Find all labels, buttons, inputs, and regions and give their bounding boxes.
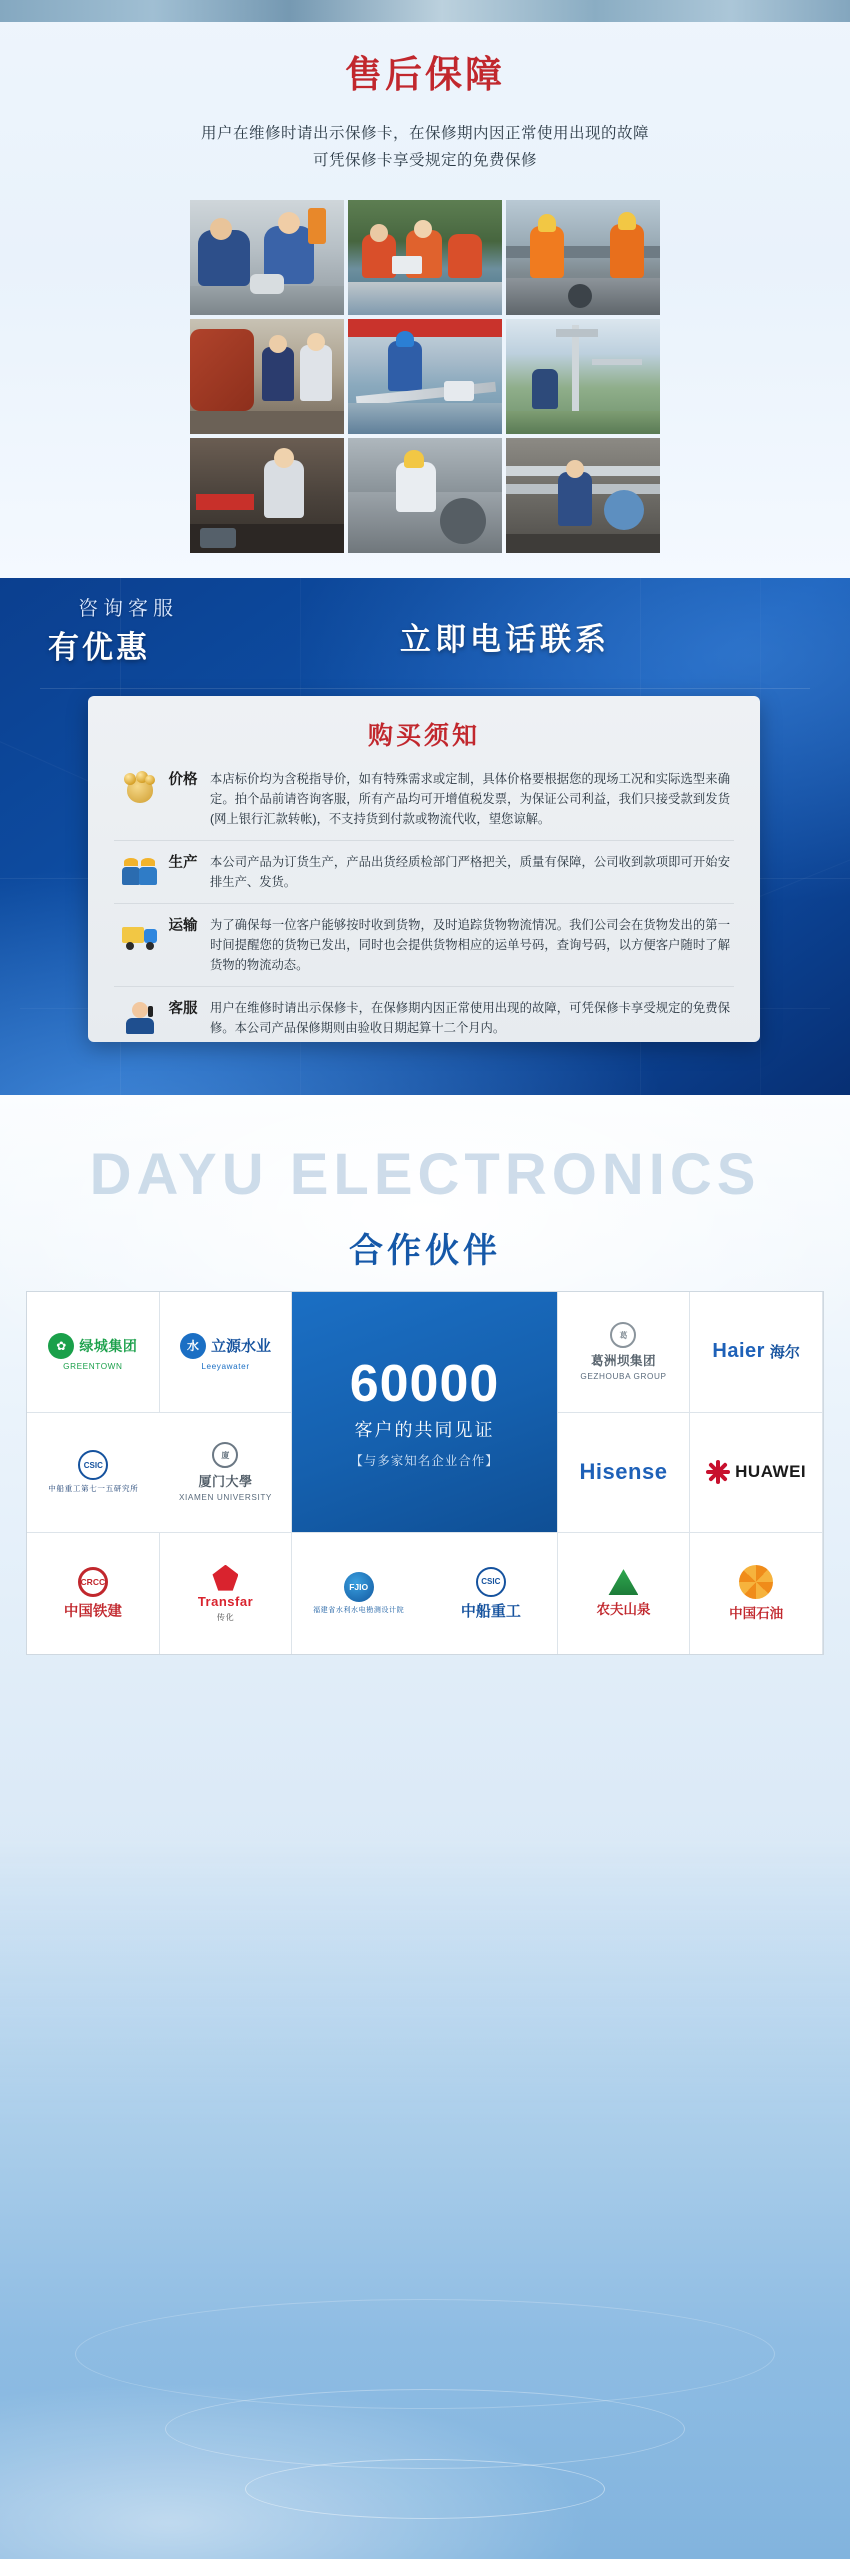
partner-name: 中国石油 [729, 1606, 784, 1622]
promo-label: 有优惠 [48, 630, 150, 665]
notice-text-support: 用户在维修时请出示保修卡，在保修期内因正常使用出现的故障，可凭保修卡享受规定的免费保修。本公司产品保修期则由验收日期起算十二个月内。 [210, 1001, 730, 1035]
partner-logo-greentown [27, 1292, 160, 1413]
subtitle-line-1: 用户在维修时请出示保修卡，在保修期内因正常使用出现的故障 [200, 125, 649, 142]
partner-name: 中船重工第七一五研究所 [48, 1484, 139, 1494]
water-drop-icon: 水 [180, 1333, 206, 1359]
photo-gallery-grid [190, 200, 660, 553]
truck-icon [118, 915, 162, 955]
customer-count-feature [292, 1292, 557, 1533]
fjio-text: FJIO [349, 1582, 369, 1593]
mountain-icon [608, 1569, 638, 1595]
leaf-circle-icon: ✿ [48, 1333, 74, 1359]
gallery-photo-installation [190, 200, 344, 315]
notice-label-support: 客服 [168, 1001, 198, 1017]
customer-count-number: 60000 [349, 1354, 500, 1413]
gallery-photo-lab-calibration [190, 438, 344, 553]
customer-service-icon [118, 998, 162, 1038]
csic-badge-text: CSIC [481, 1577, 501, 1587]
fjio-icon [344, 1572, 374, 1602]
gallery-photo-riverbank-pole [506, 319, 660, 434]
money-bag-icon [118, 769, 162, 809]
partner-name: Transfar [197, 1593, 254, 1609]
production-icon [118, 852, 162, 892]
partner-name: 绿城集团 [79, 1337, 138, 1354]
csic-badge-icon [476, 1567, 506, 1597]
after-sales-section [0, 0, 850, 578]
notice-text-price: 本店标价均为含税指导价，如有特殊需求或定制，具体价格要根据您的现场工况和实际选型来确定。拍个品前请咨询客服，所有产品均可开增值税发票，为保证公司利益，我们只接受款到发货(网上银行汇款转帐)，不支持货到付款或物流代收，望您谅解。 [210, 772, 730, 826]
partner-logo-transfar [160, 1533, 293, 1654]
water-background [0, 1839, 850, 2559]
gallery-photo-workshop [190, 319, 344, 434]
notice-label-price: 价格 [168, 772, 198, 788]
notice-row-production [114, 841, 734, 904]
partner-name: 中船重工 [460, 1602, 521, 1620]
partner-logo-xiamen-university [160, 1413, 293, 1534]
subtitle-line-2: 可凭保修卡享受规定的免费保修 [312, 152, 537, 169]
partner-logo-petrochina [690, 1533, 823, 1654]
consult-label: 咨询客服 [78, 598, 178, 620]
partner-logo-fjio [292, 1533, 425, 1654]
partner-logo-leeyawater [160, 1292, 293, 1413]
partner-logo-grid [26, 1291, 824, 1655]
call-now-label: 立即电话联系 [400, 622, 610, 657]
purchase-notice-title: 购买须知 [367, 722, 480, 750]
csic-ring-text: CSIC [83, 1460, 103, 1470]
gallery-photo-river-measure [348, 319, 502, 434]
partners-section [0, 1095, 850, 2559]
partner-name: 立源水业 [210, 1338, 271, 1356]
partner-name: 葛洲坝集团 [590, 1354, 656, 1369]
service-notice-section [0, 578, 850, 1095]
gallery-photo-boat-team [348, 200, 502, 315]
csic-ring-icon [78, 1450, 108, 1480]
customer-count-subcaption: 【与多家知名企业合作】 [350, 1453, 499, 1468]
notice-row-price [114, 758, 734, 841]
partner-name: Haier [712, 1340, 765, 1363]
partner-subname: XIAMEN UNIVERSITY [178, 1493, 272, 1503]
partner-name: HUAWEI [735, 1462, 807, 1482]
partner-name: 厦门大學 [198, 1474, 253, 1490]
crcc-icon [78, 1567, 108, 1597]
partner-logo-haier [690, 1292, 823, 1413]
partner-subname: GEZHOUBA GROUP [580, 1372, 667, 1382]
after-sales-subtitle [0, 120, 850, 174]
notice-text-production: 本公司产品为订货生产，产品出货经质检部门严格把关，质量有保障，公司收到款项即可开始安排生产、发货。 [210, 855, 730, 889]
partner-subname: GREENTOWN [63, 1361, 123, 1371]
partner-subname: 海尔 [769, 1344, 800, 1362]
huawei-flower-icon [706, 1460, 730, 1484]
partner-logo-csic [425, 1533, 558, 1654]
partners-title: 合作伙伴 [349, 1232, 501, 1270]
partner-logo-gezhouba [558, 1292, 691, 1413]
gallery-photo-manhole-repair [348, 438, 502, 553]
notice-label-shipping: 运输 [168, 918, 198, 934]
gallery-photo-pumproom [506, 438, 660, 553]
notice-row-shipping [114, 904, 734, 987]
service-header [0, 578, 850, 665]
partner-subname: Leeyawater [201, 1361, 250, 1371]
crcc-text: CRCC [80, 1576, 106, 1587]
petro-sun-icon [739, 1565, 773, 1599]
notice-label-production: 生产 [168, 855, 198, 871]
partner-logo-csic-715 [27, 1413, 160, 1534]
partner-name: 中国铁建 [63, 1603, 122, 1620]
brand-watermark: DAYU ELECTRONICS [89, 1142, 761, 1207]
partner-logo-crcc [27, 1533, 160, 1654]
notice-text-shipping: 为了确保每一位客户能够按时收到货物，及时追踪货物物流情况。我们公司会在货物发出的第一时间提醒您的货物已发出，同时也会提供货物相应的运单号码，查询号码，以方便客户随时了解货物的物流动态。 [210, 918, 730, 972]
gallery-photo-road-work [506, 200, 660, 315]
top-photo-strip [0, 0, 850, 22]
purchase-notice-card [88, 696, 760, 1042]
customer-count-caption: 客户的共同见证 [354, 1419, 495, 1440]
partner-logo-huawei [690, 1413, 823, 1534]
partner-logo-hisense [558, 1413, 691, 1534]
partner-logo-nongfu [558, 1533, 691, 1654]
page-title: 售后保障 [345, 54, 505, 95]
notice-row-support [114, 987, 734, 1049]
transfar-icon [212, 1565, 238, 1591]
gzb-circle-icon: 葛 [610, 1322, 636, 1348]
xmu-seal-icon: 廈 [212, 1442, 238, 1468]
partner-name: Hisense [579, 1459, 668, 1485]
partner-subname: 传化 [216, 1612, 235, 1622]
partner-subname: 福建省水利水电勘测设计院 [313, 1607, 405, 1615]
partner-name: 农夫山泉 [596, 1602, 651, 1618]
